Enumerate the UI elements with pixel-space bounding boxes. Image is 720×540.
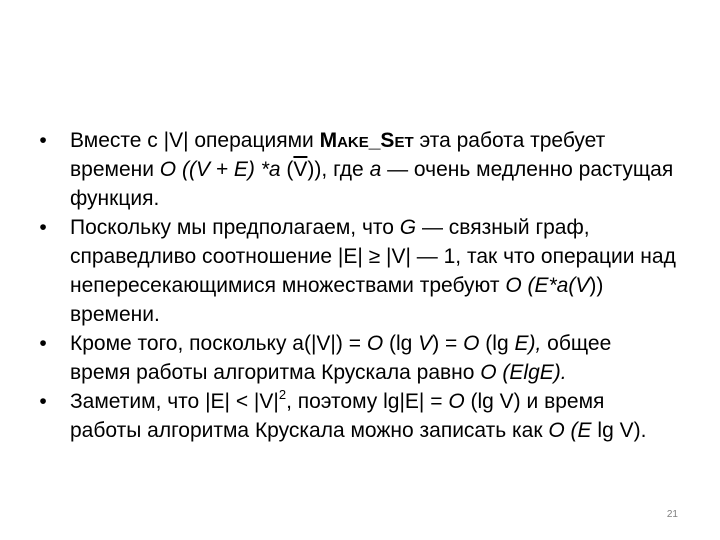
bullet-3-text: Кроме того, поскольку a(|V|) = O (lg V) = O (lg E), общее время работы алгоритма Крускала равно O (ElgE). [70,332,612,384]
bullet-dot: • [39,390,47,413]
bullet-dot: • [39,129,47,152]
bullet-4-text: Заметим, что $|E| < |V|^2$, поэтому lg|E| = O (lg V) и время работы алгоритма Крускала можно записать как O (E lg V). [70,387,647,442]
bullet-item-4 [36,387,676,445]
bullet-list [36,126,676,445]
bullet-dot: • [39,216,47,239]
bullet-item-1 [36,126,676,213]
bullet-item-3 [36,329,676,387]
page-number: 21 [666,509,678,520]
bullet-item-2 [36,213,676,329]
bullet-1-text: Вместе с |V| операциями Make_Set эта работа требует времени O ((V + E) *a $(\overline{V})$), где a — очень медленно растущая функция. [70,129,674,210]
bullet-dot: • [39,332,47,355]
bullet-2-text: Поскольку мы предполагаем, что G — связный граф, справедливо соотношение |E| ≥ |V| — 1, так что операции над непересекающимися множествами требуют O (E*a(V)) времени. [70,216,676,326]
